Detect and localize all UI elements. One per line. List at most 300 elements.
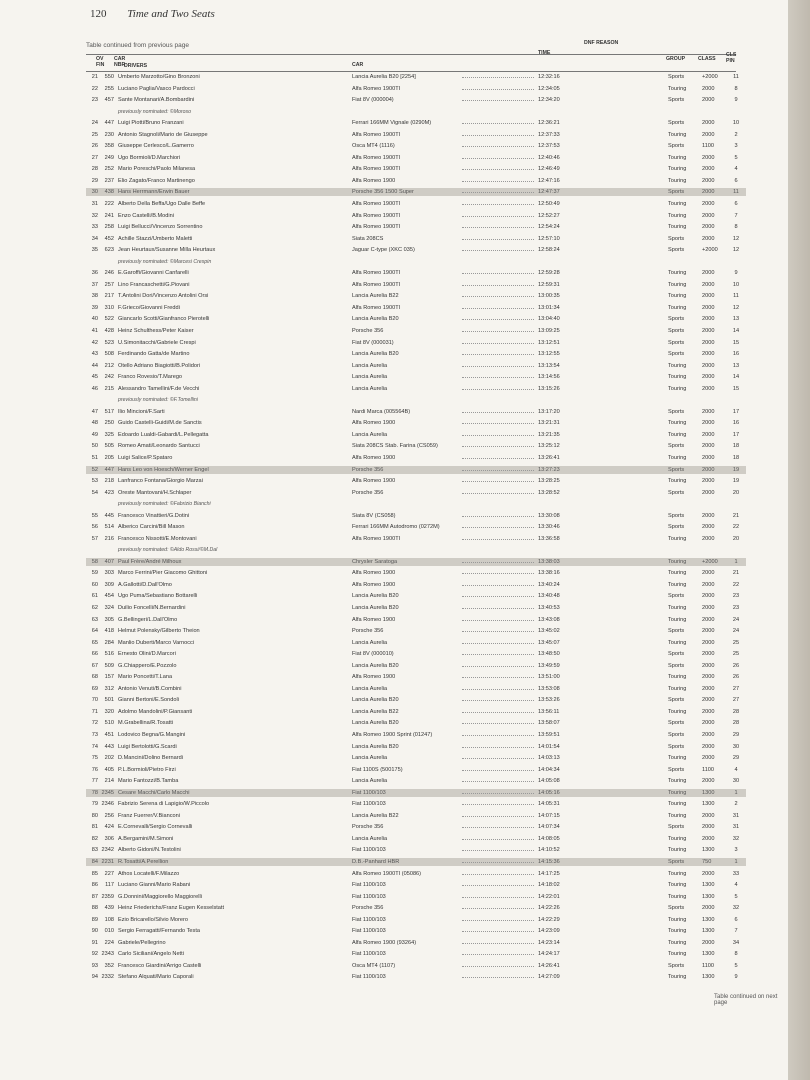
leader-dots [462, 977, 534, 978]
drivers: Lodovico Begna/G.Mangini [118, 732, 186, 738]
group: Sports [668, 905, 685, 911]
finish-time: 14:15:36 [538, 859, 560, 865]
car-model: Lancia Aurelia [352, 686, 388, 692]
group: Touring [668, 605, 687, 611]
leader-dots [462, 596, 534, 597]
leader-dots [462, 943, 534, 944]
finish-position: 94 [91, 974, 98, 980]
class: 2000 [702, 593, 715, 599]
finish-position: 86 [91, 882, 98, 888]
class: 2000 [702, 940, 715, 946]
finish-time: 13:17:20 [538, 409, 560, 415]
class-position: 15 [732, 386, 740, 392]
finish-position: 78 [91, 790, 98, 796]
car-number: 451 [104, 732, 114, 738]
leader-dots [462, 169, 534, 170]
car-number: 250 [104, 420, 114, 426]
group: Touring [668, 940, 687, 946]
group: Touring [668, 374, 687, 380]
car-number: 312 [104, 686, 114, 692]
finish-position: 56 [91, 524, 98, 530]
class-position: 29 [732, 755, 740, 761]
leader-dots [462, 735, 534, 736]
col-time: TIME [538, 50, 551, 56]
table-row [86, 188, 746, 196]
car-model: Alfa Romeo 1900TI [352, 132, 401, 138]
drivers: M.Grabellina/R.Tosatti [118, 720, 174, 726]
drivers: Antonio Stagnoli/Mario de Giuseppe [118, 132, 208, 138]
class: 2000 [702, 132, 715, 138]
finish-time: 14:23:09 [538, 928, 560, 934]
group: Sports [668, 443, 685, 449]
car-number: 445 [104, 513, 114, 519]
class: 1300 [702, 790, 715, 796]
car-number: 222 [104, 201, 114, 207]
drivers: E.Garoffi/Giovanni Canfarelli [118, 270, 189, 276]
car-number: 256 [104, 813, 114, 819]
group: Touring [668, 917, 687, 923]
table-row [86, 327, 746, 335]
class-position: 27 [732, 686, 740, 692]
table-row [86, 927, 746, 935]
group: Touring [668, 455, 687, 461]
leader-dots [462, 239, 534, 240]
class-position: 8 [734, 224, 738, 230]
leader-dots [462, 620, 534, 621]
finish-time: 12:54:24 [538, 224, 560, 230]
finish-time: 13:36:58 [538, 536, 560, 542]
class: 2000 [702, 513, 715, 519]
class-position: 21 [732, 513, 740, 519]
class: 2000 [702, 651, 715, 657]
finish-position: 59 [91, 570, 98, 576]
car-model: Porsche 356 1500 Super [352, 189, 414, 195]
table-row [86, 731, 746, 739]
table-row [86, 165, 746, 173]
class: 1300 [702, 928, 715, 934]
drivers: Luigi Bellucci/Vincenzo Sorrentino [118, 224, 203, 230]
class: 2000 [702, 236, 715, 242]
car-number: 623 [104, 247, 114, 253]
class-position: 17 [732, 432, 740, 438]
class-position: 3 [734, 143, 738, 149]
finish-time: 13:38:16 [538, 570, 560, 576]
drivers: Edoardo Lualdi-Gabardi/L.Pellegatta [118, 432, 209, 438]
finish-position: 27 [91, 155, 98, 161]
header-rule-bottom [86, 71, 736, 72]
previously-nominated-note: previously nominated: ©F.Tomellini [118, 397, 198, 403]
class: 2000 [702, 467, 715, 473]
finish-position: 87 [91, 894, 98, 900]
drivers: Franz Fuerrer/V.Bianconi [118, 813, 180, 819]
car-model: Alfa Romeo 1900TI [352, 166, 401, 172]
car-number: 306 [104, 836, 114, 842]
table-row [86, 523, 746, 531]
car-number: 202 [104, 755, 114, 761]
car-number: 2332 [101, 974, 114, 980]
class: 2000 [702, 628, 715, 634]
finish-position: 37 [91, 282, 98, 288]
drivers: Giancarlo Scotti/Gianfranco Pierotelli [118, 316, 210, 322]
car-number: 241 [104, 213, 114, 219]
class-position: 21 [732, 570, 740, 576]
leader-dots [462, 677, 534, 678]
leader-dots [462, 608, 534, 609]
class: 2000 [702, 570, 715, 576]
finish-time: 14:05:08 [538, 778, 560, 784]
car-number: 424 [104, 824, 114, 830]
class-position: 30 [732, 744, 740, 750]
drivers: Oreste Mantovani/H.Schlaper [118, 490, 192, 496]
group: Sports [668, 467, 685, 473]
drivers: Manlio Duberti/Marco Varnocci [118, 640, 195, 646]
car-model: Fiat 8V (000010) [352, 651, 394, 657]
table-row [86, 893, 746, 901]
car-number: 284 [104, 640, 114, 646]
group: Sports [668, 247, 685, 253]
leader-dots [462, 89, 534, 90]
leader-dots [462, 874, 534, 875]
finish-position: 73 [91, 732, 98, 738]
group: Touring [668, 790, 687, 796]
class-position: 23 [732, 593, 740, 599]
leader-dots [462, 366, 534, 367]
leader-dots [462, 781, 534, 782]
finish-position: 61 [91, 593, 98, 599]
leader-dots [462, 481, 534, 482]
finish-time: 12:52:27 [538, 213, 560, 219]
drivers: Athos Locatelli/F.Milazzo [118, 871, 180, 877]
drivers: Alberico Carcini/Bill Mason [118, 524, 185, 530]
table-row [86, 592, 746, 600]
leader-dots [462, 631, 534, 632]
class-position: 7 [734, 928, 738, 934]
class: 2000 [702, 351, 715, 357]
group: Sports [668, 189, 685, 195]
finish-time: 14:04:34 [538, 767, 560, 773]
finish-time: 13:28:52 [538, 490, 560, 496]
class: 2000 [702, 709, 715, 715]
drivers: Franco Rovesio/T.Marego [118, 374, 183, 380]
finish-time: 14:27:09 [538, 974, 560, 980]
finish-position: 48 [91, 420, 98, 426]
drivers: Giuseppe Cerlesco/L.Gamerro [118, 143, 194, 149]
class: 2000 [702, 778, 715, 784]
table-row [86, 362, 746, 370]
car-number: 320 [104, 709, 114, 715]
leader-dots [462, 747, 534, 748]
class: 2000 [702, 836, 715, 842]
table-row [86, 662, 746, 670]
car-number: 2359 [101, 894, 114, 900]
car-model: Alfa Romeo 1900 (93264) [352, 940, 417, 946]
leader-dots [462, 216, 534, 217]
drivers: Ferdinando Gatta/de Martino [118, 351, 190, 357]
class: 2000 [702, 720, 715, 726]
finish-position: 26 [91, 143, 98, 149]
finish-position: 68 [91, 674, 98, 680]
class: 1300 [702, 847, 715, 853]
table-row [86, 858, 746, 866]
class-position: 13 [732, 363, 740, 369]
leader-dots [462, 712, 534, 713]
class: 2000 [702, 732, 715, 738]
car-model: Alfa Romeo 1900TI [352, 270, 401, 276]
table-row [86, 85, 746, 93]
leader-dots [462, 493, 534, 494]
previously-nominated-note: previously nominated: ©Aldo Rossi/©M.Dal [118, 547, 218, 553]
table-row [86, 950, 746, 958]
finish-position: 39 [91, 305, 98, 311]
finish-position: 89 [91, 917, 98, 923]
col-drivers: DRIVERS [124, 63, 148, 69]
finish-time: 13:04:40 [538, 316, 560, 322]
car-model: Alfa Romeo 1900 [352, 178, 396, 184]
finish-position: 29 [91, 178, 98, 184]
car-model: Nardi Marca (005564B) [352, 409, 411, 415]
class-position: 32 [732, 836, 740, 842]
group: Touring [668, 871, 687, 877]
class-position: 20 [732, 536, 740, 542]
car-number: 522 [104, 316, 114, 322]
finish-position: 53 [91, 478, 98, 484]
group: Sports [668, 744, 685, 750]
class-position: 12 [732, 236, 740, 242]
drivers: Alessandro Tamellini/F.de Vecchi [118, 386, 200, 392]
class-position: 7 [734, 213, 738, 219]
car-model: Lancia Aurelia B20 [2254] [352, 74, 416, 80]
class: 2000 [702, 640, 715, 646]
car-model: Lancia Aurelia B20 [352, 351, 399, 357]
finish-position: 91 [91, 940, 98, 946]
group: Touring [668, 640, 687, 646]
finish-time: 13:25:12 [538, 443, 560, 449]
finish-time: 13:15:26 [538, 386, 560, 392]
drivers: Luigi Piotti/Bruno Franzani [118, 120, 184, 126]
col-class: CLASS [698, 56, 716, 62]
car-number: 252 [104, 166, 114, 172]
car-model: Alfa Romeo 1900 [352, 570, 396, 576]
drivers: Carlo Siciliani/Angelo Netti [118, 951, 184, 957]
drivers: E.Cornevalli/Sergio Cornevalli [118, 824, 193, 830]
car-model: Alfa Romeo 1900TI [352, 224, 401, 230]
finish-time: 14:22:29 [538, 917, 560, 923]
class-position: 17 [732, 409, 740, 415]
drivers: Elio Zagato/Franco Martinengo [118, 178, 195, 184]
drivers: U.Simonitacchi/Gabriele Crespi [118, 340, 196, 346]
drivers: Gianni Bertoni/E.Sondoli [118, 697, 179, 703]
finish-position: 57 [91, 536, 98, 542]
finish-time: 13:56:11 [538, 709, 560, 715]
group: Touring [668, 178, 687, 184]
finish-time: 12:59:31 [538, 282, 560, 288]
table-row [86, 200, 746, 208]
leader-dots [462, 458, 534, 459]
finish-position: 93 [91, 963, 98, 969]
drivers: Marco Ferrini/Pier Giacomo Ghittoni [118, 570, 208, 576]
finish-position: 50 [91, 443, 98, 449]
table-row [86, 269, 746, 277]
car-number: 550 [104, 74, 114, 80]
class: 2000 [702, 686, 715, 692]
table-row [86, 304, 746, 312]
finish-position: 67 [91, 663, 98, 669]
class: 1100 [702, 767, 715, 773]
drivers: Romeo Amati/Leonardo Santucci [118, 443, 200, 449]
leader-dots [462, 850, 534, 851]
car-number: 324 [104, 605, 114, 611]
drivers: Mario Poreschi/Paolo Milanesa [118, 166, 196, 172]
finish-time: 14:26:41 [538, 963, 560, 969]
group: Touring [668, 847, 687, 853]
group: Sports [668, 513, 685, 519]
finish-time: 12:37:53 [538, 143, 560, 149]
finish-time: 12:34:20 [538, 97, 560, 103]
finish-time: 13:38:03 [538, 559, 560, 565]
drivers: Paul Frère/André Milhoux [118, 559, 182, 565]
drivers: Fabrizio Serena di Lapigio/W.Piccolo [118, 801, 210, 807]
drivers: Heinz Schulthess/Peter Kaiser [118, 328, 194, 334]
car-number: 212 [104, 363, 114, 369]
finish-time: 13:49:59 [538, 663, 560, 669]
previously-nominated-note: previously nominated: ©Marcesi Crespin [118, 259, 212, 265]
table-row [86, 973, 746, 981]
class-position: 12 [732, 247, 740, 253]
drivers: A.Bergamini/M.Simoni [118, 836, 174, 842]
class-position: 11 [733, 189, 739, 195]
car-number: 258 [104, 224, 114, 230]
car-number: 443 [104, 744, 114, 750]
class-position: 5 [734, 963, 738, 969]
car-number: 457 [104, 97, 114, 103]
table-row [86, 696, 746, 704]
table-row [86, 315, 746, 323]
car-model: Alfa Romeo 1900 Sprint (01247) [352, 732, 433, 738]
drivers: Hans Leo von Hoesch/Werner Engel [118, 467, 209, 473]
leader-dots [462, 839, 534, 840]
group: Touring [668, 928, 687, 934]
drivers: Lino Francaschetti/G.Piovani [118, 282, 190, 288]
class: 2000 [702, 755, 715, 761]
car-number: 157 [104, 674, 114, 680]
class-position: 10 [732, 282, 740, 288]
car-number: 237 [104, 178, 114, 184]
class: 2000 [702, 386, 715, 392]
group: Sports [668, 524, 685, 530]
class-position: 24 [732, 628, 740, 634]
car-number: 428 [104, 328, 114, 334]
table-row [86, 939, 746, 947]
class-position: 5 [734, 894, 738, 900]
finish-position: 47 [91, 409, 98, 415]
class-position: 16 [732, 420, 740, 426]
car-model: Fiat 1100/103 [352, 951, 386, 957]
group: Touring [668, 778, 687, 784]
group: Touring [668, 559, 687, 565]
table-row [86, 627, 746, 635]
group: Sports [668, 963, 685, 969]
leader-dots [462, 135, 534, 136]
group: Touring [668, 132, 687, 138]
leader-dots [462, 250, 534, 251]
class-position: 2 [734, 801, 738, 807]
col-car-nbr: CAR NBR [114, 56, 126, 68]
finish-position: 84 [91, 859, 98, 865]
car-model: Lancia Aurelia [352, 836, 388, 842]
leader-dots [462, 897, 534, 898]
class-position: 33 [732, 871, 740, 877]
table-row [86, 558, 746, 566]
finish-time: 13:30:46 [538, 524, 560, 530]
leader-dots [462, 862, 534, 863]
table-row [86, 373, 746, 381]
finish-time: 13:43:08 [538, 617, 560, 623]
class-position: 4 [734, 882, 738, 888]
table-row [86, 223, 746, 231]
class: 2000 [702, 432, 715, 438]
class-position: 23 [732, 605, 740, 611]
finish-time: 14:03:13 [538, 755, 560, 761]
leader-dots [462, 643, 534, 644]
car-model: Osca MT4 (1107) [352, 963, 396, 969]
car-number: 447 [104, 120, 114, 126]
class: 2000 [702, 305, 715, 311]
finish-time: 13:21:31 [538, 420, 560, 426]
car-number: 117 [105, 882, 114, 888]
leader-dots [462, 435, 534, 436]
finish-time: 14:01:54 [538, 744, 560, 750]
car-model: Lancia Aurelia [352, 432, 388, 438]
class-position: 6 [734, 917, 738, 923]
class-position: 10 [732, 120, 740, 126]
group: Touring [668, 813, 687, 819]
class: 2000 [702, 674, 715, 680]
drivers: Enzo Castelli/B.Modini [118, 213, 174, 219]
finish-position: 32 [91, 213, 98, 219]
class-position: 15 [732, 340, 740, 346]
finish-time: 14:07:34 [538, 824, 560, 830]
leader-dots [462, 908, 534, 909]
class-position: 11 [733, 74, 739, 80]
finish-position: 77 [91, 778, 98, 784]
car-model: Alfa Romeo 1900TI [352, 282, 401, 288]
drivers: Stefano Alquati/Mario Caporali [118, 974, 194, 980]
group: Sports [668, 732, 685, 738]
finish-position: 31 [91, 201, 98, 207]
leader-dots [462, 470, 534, 471]
car-model: Alfa Romeo 1900 [352, 582, 396, 588]
drivers: Alberto Gidoni/N.Testolini [118, 847, 181, 853]
car-number: 514 [104, 524, 114, 530]
car-model: Siata 8V (CS058) [352, 513, 396, 519]
car-number: 509 [104, 663, 114, 669]
car-model: Ferrari 166MM Vignale (0290M) [352, 120, 432, 126]
class: 2000 [702, 582, 715, 588]
car-number: 423 [104, 490, 114, 496]
table-row [86, 604, 746, 612]
class-position: 19 [732, 478, 740, 484]
car-number: 257 [104, 282, 114, 288]
car-number: 2345 [101, 790, 114, 796]
leader-dots [462, 700, 534, 701]
group: Touring [668, 570, 687, 576]
finish-position: 41 [91, 328, 98, 334]
class: 1300 [702, 801, 715, 807]
class-position: 28 [732, 709, 740, 715]
class: 2000 [702, 871, 715, 877]
car-model: Lancia Aurelia B20 [352, 316, 399, 322]
finish-position: 36 [91, 270, 98, 276]
